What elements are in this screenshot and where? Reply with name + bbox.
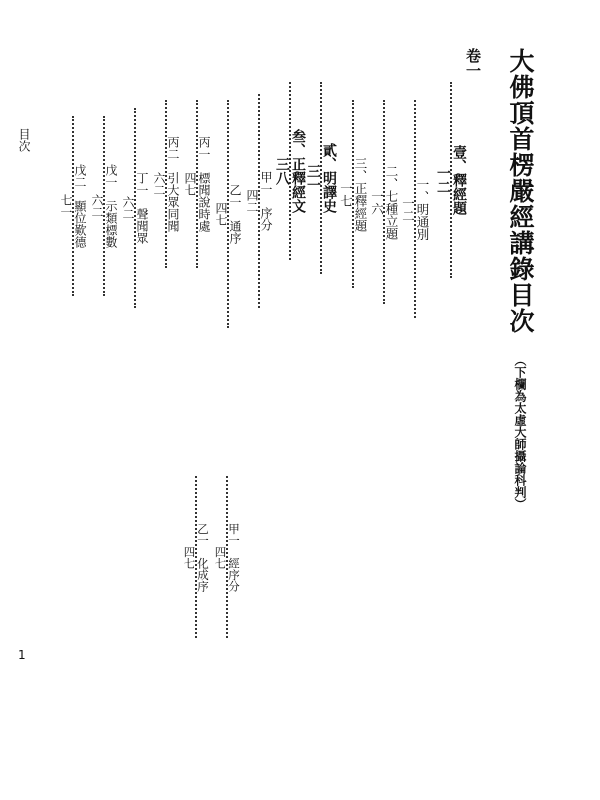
toc-entry (370, 96, 397, 308)
entry-page: 六二 (152, 172, 166, 196)
entry-page: 六二 (90, 194, 104, 218)
entry-page: 一二 (400, 196, 416, 222)
page-title: 大佛頂首楞嚴經講錄目次 (506, 48, 535, 334)
margin-section-label: 目次 (17, 128, 31, 152)
entry-page: 一二 (435, 166, 451, 194)
toc-entry (436, 78, 466, 282)
entry-page: 四七 (214, 202, 228, 226)
volume-heading: 卷一 (464, 48, 482, 78)
entry-label: 一、明通別 (415, 177, 430, 241)
entry-label: 乙一 通序 (228, 184, 242, 244)
page-subtitle: （下欄為太虛大師攝論科判） (513, 354, 527, 510)
toc-lower-entry (183, 472, 208, 642)
entry-label: 二、七種立題 (384, 164, 399, 240)
entry-page: 六二 (121, 196, 135, 220)
page-number: 1 (18, 648, 26, 662)
entry-label: 丙二 引大眾同聞 (166, 136, 180, 232)
toc-entry (246, 90, 272, 312)
toc-entry (401, 96, 428, 322)
toc-entry (215, 96, 241, 332)
entry-label: 丁一 聲聞眾 (135, 172, 149, 244)
entry-label: 貳、明譯史 (321, 143, 337, 213)
toc-entry (60, 112, 86, 300)
entry-label: 丙一 標聞說時處 (197, 136, 211, 232)
entry-page: 四七 (213, 545, 228, 569)
entry-page: 三一 (305, 164, 321, 192)
toc-entry (306, 78, 336, 278)
entry-label: 壹、釋經題 (451, 145, 467, 215)
entry-label: 戊二 顯位歎德 (73, 164, 87, 248)
toc-entry (122, 104, 148, 312)
entry-page: 一六 (369, 189, 385, 215)
entry-page: 七一 (59, 194, 73, 218)
entry-page: 一七 (338, 181, 354, 207)
entry-label: 甲一 序分 (259, 171, 273, 231)
toc-entry (91, 112, 117, 300)
entry-label: 叁、正釋經文 (290, 129, 306, 213)
entry-page: 四二 (245, 189, 259, 213)
toc-entry (275, 78, 305, 264)
entry-label: 三、正釋經題 (353, 156, 368, 232)
entry-label: 甲一 經序分 (227, 522, 241, 592)
toc-lower-entry (214, 472, 239, 642)
entry-page: 四七 (183, 172, 197, 196)
entry-label: 乙一 化成序 (196, 522, 210, 592)
toc-entry (153, 96, 179, 272)
toc-entry (339, 96, 366, 292)
entry-label: 戊一 示類標數 (104, 164, 118, 248)
entry-page: 三八 (274, 157, 290, 185)
entry-page: 四七 (182, 545, 197, 569)
toc-entry (184, 96, 210, 272)
